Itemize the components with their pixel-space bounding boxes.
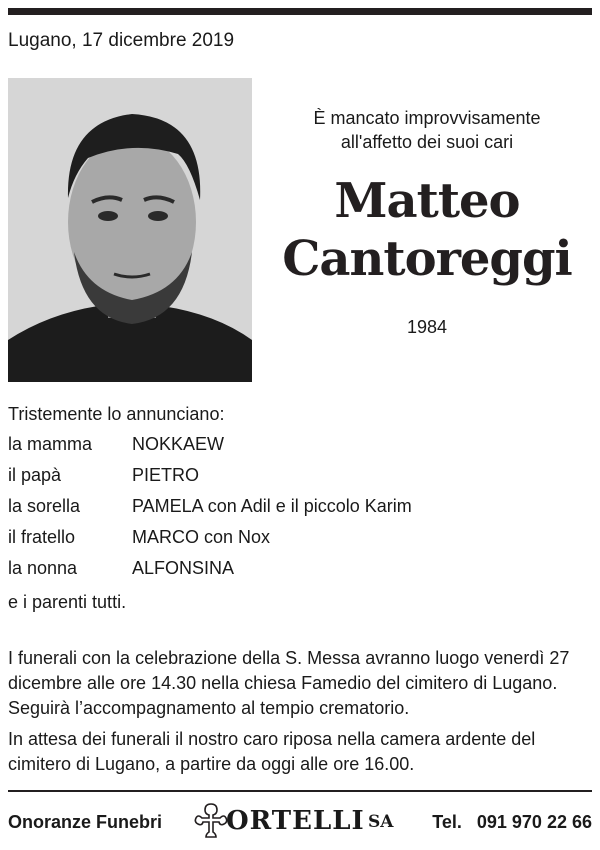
intro-line-2: all'affetto dei suoi cari bbox=[340, 132, 514, 152]
cross-icon bbox=[194, 800, 228, 845]
brand-suffix: SA bbox=[368, 812, 394, 832]
brand-name: ORTELLI bbox=[226, 806, 365, 836]
family-role: la sorella bbox=[8, 496, 81, 516]
family-names: ALFONSINA bbox=[132, 558, 235, 578]
company-label: Onoranze Funebri bbox=[8, 812, 163, 832]
family-list bbox=[8, 434, 592, 589]
funeral-notice bbox=[8, 646, 596, 783]
family-role: la nonna bbox=[8, 558, 78, 578]
family-row bbox=[8, 558, 592, 589]
funeral-paragraph: I funerali con la celebrazione della S. Messa avranno luogo venerdì 27 dicembre alle ore 14.30 nella chiesa Famedio del cimitero di Lugano. Seguirà l’accompagnamento al tempio crematorio. bbox=[8, 648, 570, 718]
family-names: MARCO con Nox bbox=[132, 527, 271, 547]
family-names: PAMELA con Adil e il piccolo Karim bbox=[132, 496, 412, 516]
family-names: PIETRO bbox=[132, 465, 200, 485]
last-name: Cantoreggi bbox=[282, 231, 572, 287]
phone-number: Tel. 091 970 22 66 bbox=[432, 812, 592, 832]
intro-line-1: È mancato improvvisamente bbox=[313, 108, 541, 128]
deceased-name bbox=[262, 172, 592, 288]
family-row bbox=[8, 434, 592, 465]
announcement-heading: Tristemente lo annunciano: bbox=[8, 404, 225, 424]
closing-line: e i parenti tutti. bbox=[8, 592, 127, 612]
viewing-paragraph: In attesa dei funerali il nostro caro riposa nella camera ardente del cimitero di Lugano, a partire da oggi alle ore 16.00. bbox=[8, 729, 536, 774]
family-role: il fratello bbox=[8, 527, 76, 547]
family-row bbox=[8, 496, 592, 527]
intro-text bbox=[262, 106, 592, 154]
birth-year: 1984 bbox=[406, 317, 448, 337]
family-row bbox=[8, 465, 592, 496]
family-role: il papà bbox=[8, 465, 62, 485]
footer bbox=[8, 800, 592, 844]
family-row bbox=[8, 527, 592, 558]
top-rule bbox=[8, 8, 592, 15]
first-name: Matteo bbox=[334, 173, 520, 229]
date-line: Lugano, 17 dicembre 2019 bbox=[8, 30, 235, 51]
portrait-photo bbox=[8, 78, 252, 382]
bottom-rule bbox=[8, 790, 592, 792]
family-role: la mamma bbox=[8, 434, 93, 454]
family-names: NOKKAEW bbox=[132, 434, 225, 454]
